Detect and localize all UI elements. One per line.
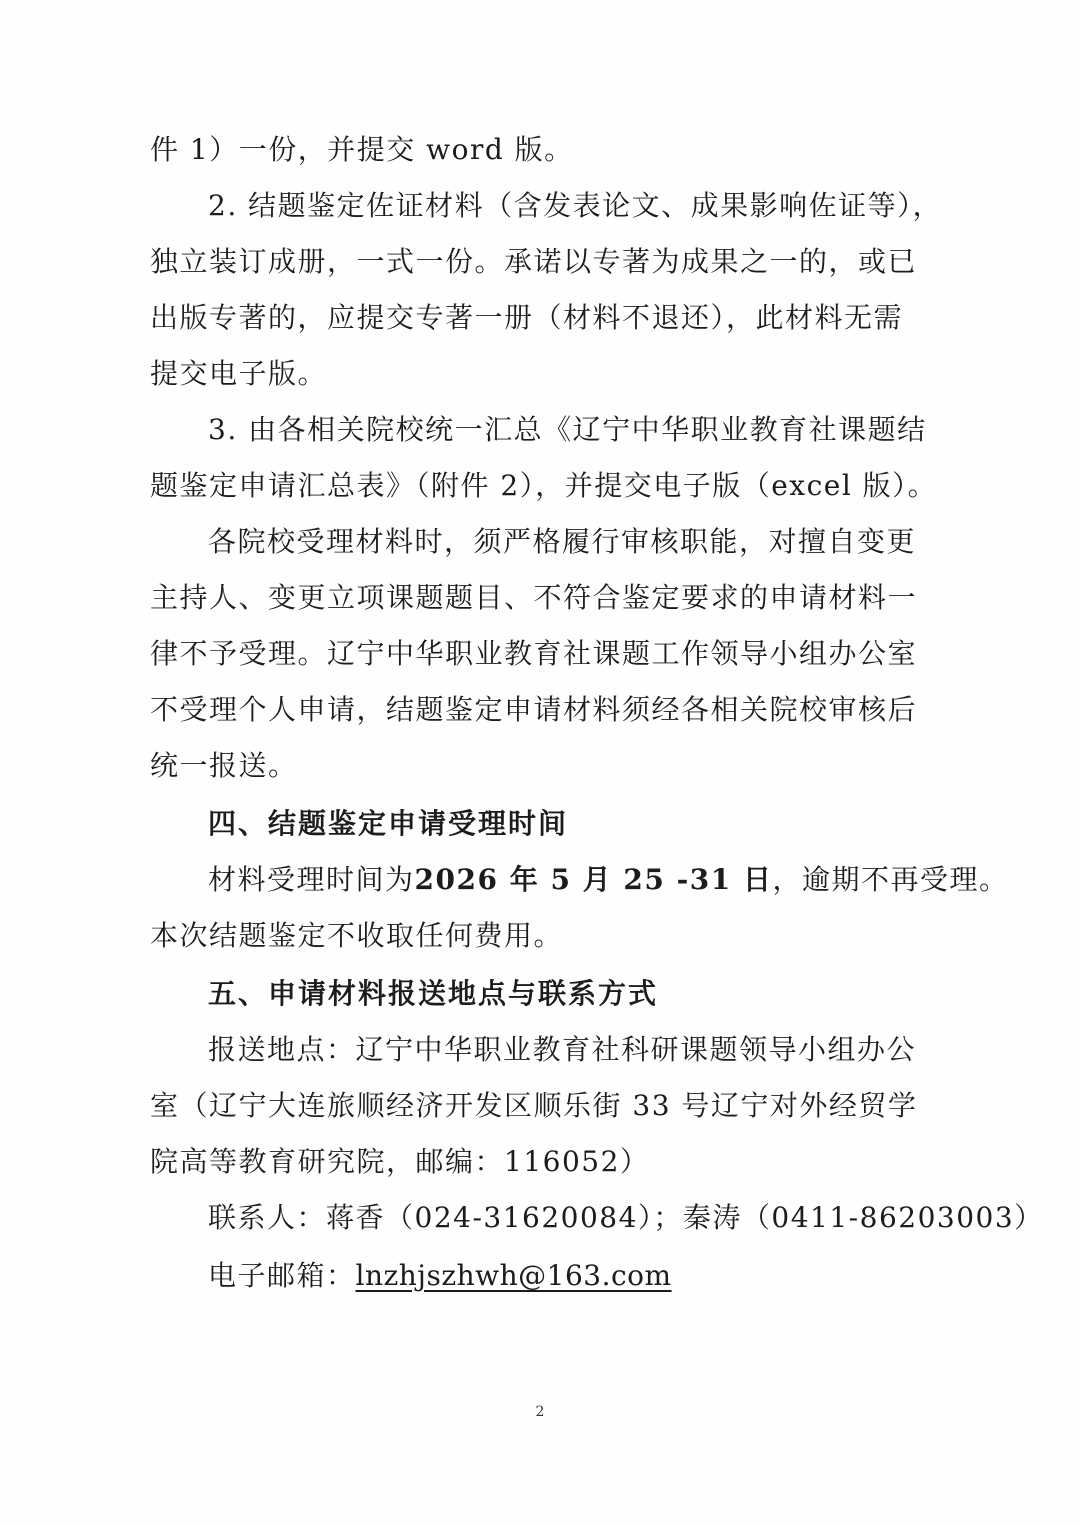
text-line: 室（辽宁大连旅顺经济开发区顺乐街 33 号辽宁对外经贸学 xyxy=(150,1089,918,1122)
text-line: 3. 由各相关院校统一汇总《辽宁中华职业教育社课题结 xyxy=(208,413,927,446)
text-line: 律不予受理。辽宁中华职业教育社课题工作领导小组办公室 xyxy=(150,637,918,670)
deadline-date: 2026 年 5 月 25 -31 日 xyxy=(414,863,773,896)
text-line: 出版专著的，应提交专著一册（材料不退还），此材料无需 xyxy=(150,301,904,334)
text-line: 统一报送。 xyxy=(150,749,298,782)
text-line: 各院校受理材料时，须严格履行审核职能，对擅自变更 xyxy=(208,525,917,558)
section-heading: 四、结题鉴定申请受理时间 xyxy=(208,807,569,840)
text-line: 院高等教育研究院，邮编：116052） xyxy=(150,1145,650,1178)
text-line: 报送地点：辽宁中华职业教育社科研课题领导小组办公 xyxy=(208,1033,917,1066)
contact-line: 联系人：蒋香（024-31620084）；秦涛（0411-86203003） xyxy=(208,1201,1044,1234)
text-line: 件 1）一份，并提交 word 版。 xyxy=(150,133,574,166)
text-line: 2. 结题鉴定佐证材料（含发表论文、成果影响佐证等）， xyxy=(208,189,943,222)
email-label: 电子邮箱： xyxy=(208,1259,356,1292)
text-run: ，逾期不再受理。 xyxy=(772,863,1009,896)
text-line: 主持人、变更立项课题题目、不符合鉴定要求的申请材料一 xyxy=(150,581,918,614)
text-line xyxy=(208,860,1008,900)
page-number: 2 xyxy=(535,1404,545,1420)
text-line: 不受理个人申请，结题鉴定申请材料须经各相关院校审核后 xyxy=(150,693,918,726)
text-line: 独立装订成册，一式一份。承诺以专著为成果之一的，或已 xyxy=(150,245,918,278)
email-line xyxy=(208,1256,672,1296)
text-line: 题鉴定申请汇总表》（附件 2），并提交电子版（excel 版）。 xyxy=(150,469,938,502)
email-link[interactable]: lnzhjszhwh@163.com xyxy=(355,1259,672,1292)
text-line: 提交电子版。 xyxy=(150,357,328,390)
text-line: 本次结题鉴定不收取任何费用。 xyxy=(150,919,564,952)
text-run: 材料受理时间为 xyxy=(208,863,415,896)
section-heading: 五、申请材料报送地点与联系方式 xyxy=(208,977,659,1010)
